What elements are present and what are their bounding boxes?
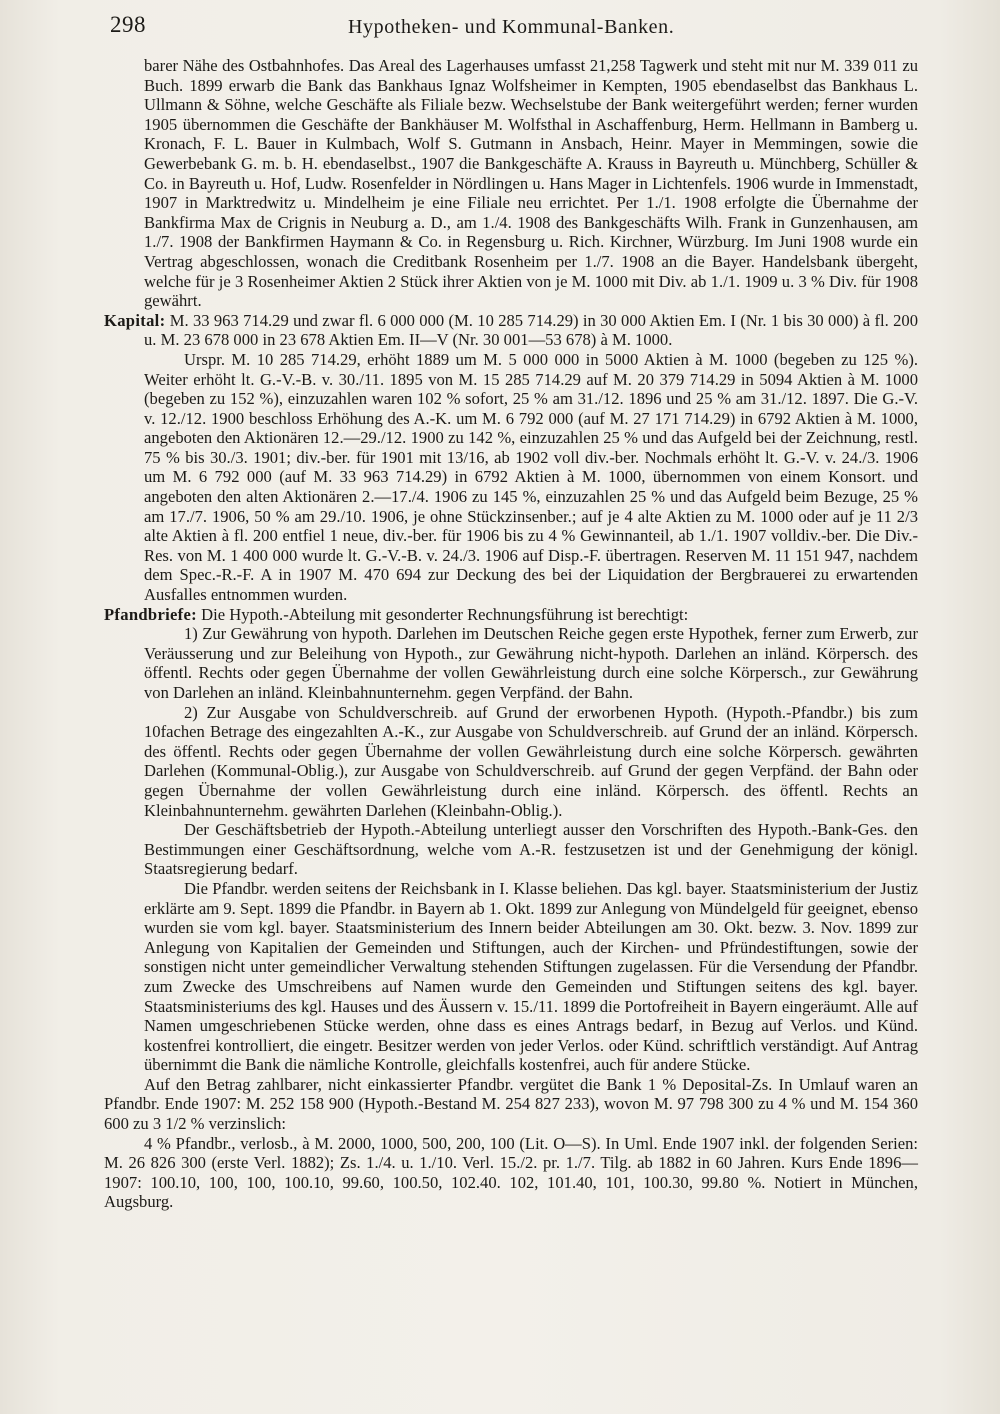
paragraph-kapital xyxy=(104,311,918,350)
paragraph-intro: barer Nähe des Ostbahnhofes. Das Areal des Lagerhauses umfasst 21,258 Tagwerk und steht mit nur M. 339 011 zu Buch. 1899 erwarb die Bank das Bankhaus Ignaz Wolfsheimer in Kempten, 1905 ebendaselbst das Bankhaus L. Ullmann & Söhne, welche Geschäfte als Filiale bezw. Wechselstube der Bank weitergeführt werden; ferner wurden 1905 übernommen die Geschäfte der Bankhäuser M. Wolfsthal in Aschaffenburg, Herm. Hellmann in Bamberg u. Kronach, F. L. Bauer in Kulmbach, Wolf S. Gutmann in Ansbach, Heinr. Mayer in Memmingen, sowie die Gewerbebank G. m. b. H. ebendaselbst., 1907 die Bankgeschäfte A. Krauss in Bayreuth u. Münchberg, Schüller & Co. in Bayreuth u. Hof, Ludw. Rosenfelder in Nördlingen u. Hans Mager in Lichtenfels. 1906 wurde in Immenstadt, 1907 in Marktredwitz u. Mindelheim je eine Filiale neu errichtet. Per 1./1. 1908 erfolgte die Übernahme der Bankfirma Max de Crignis in Neuburg a. D., am 1./4. 1908 des Bankgeschäfts Wilh. Frank in Gunzenhausen, am 1./7. 1908 der Bankfirmen Haymann & Co. in Regensburg u. Rich. Kirchner, Würzburg. Im Juni 1908 wurde ein Vertrag abgeschlossen, wonach die Creditbank Rosenheim per 1./7. 1908 an die Bayer. Handelsbank übergeht, welche für je 3 Rosenheimer Aktien 2 Stück ihrer Aktien von je M. 1000 mit Div. ab 1./1. 1909 u. 3 % Div. für 1908 gewährt. xyxy=(144,56,918,311)
paragraph-pfandbriefe-rules: Der Geschäftsbetrieb der Hypoth.-Abteilung unterliegt ausser den Vorschriften des Hypoth.-Bank-Ges. den Bestimmungen einer Geschäftsordnung, welche vom A.-R. festzusetzen ist und der Genehmigung der königl. Staatsregierung bedarf. xyxy=(144,820,918,879)
paragraph-pfandbriefe xyxy=(104,605,918,625)
paragraph-pfandbriefe-item-2: 2) Zur Ausgabe von Schuldverschreib. auf Grund der erworbenen Hypoth. (Hypoth.-Pfandbr.) bis zum 10fachen Betrage des eingezahlten A.-K., zur Ausgabe von Schuldverschreib. auf Grund der an inländ. Körpersch. des öffentl. Rechts oder gegen Übernahme der vollen Gewährleistung durch eine solche Körpersch. gewährten Darlehen (Kommunal-Oblig.), zur Ausgabe von Schuldverschreib. auf Grund der gegen Verpfänd. der Bahn oder gegen Übernahme der vollen Gewährleistung durch eine inländ. Körpersch. des öffentl. Rechts an Kleinbahnunternehm. gewährten Darlehen (Kleinbahn-Oblig.). xyxy=(144,702,918,820)
section-label-pfandbriefe: Pfandbriefe: xyxy=(104,604,198,624)
paragraph-pfandbriefe-umlauf: Auf den Betrag zahlbarer, nicht einkassierter Pfandbr. vergütet die Bank 1 % Deposital-Zs. In Umlauf waren an Pfandbr. Ende 1907: M. 252 158 900 (Hypoth.-Bestand M. 254 827 233), wovon M. 97 798 300 zu 4 % und M. 154 360 600 zu 3 1/2 % verzinslich: xyxy=(104,1074,918,1134)
page-number: 298 xyxy=(110,12,146,37)
paragraph-pfandbriefe-item-1: 1) Zur Gewährung von hypoth. Darlehen im Deutschen Reiche gegen erste Hypothek, ferner zum Erwerb, zur Veräusserung und zur Beleihung von Hypoth., zur Gewährung nicht-hypoth. Darlehen an inländ. Körpersch. des öffentl. Rechts oder gegen Übernahme der vollen Gewährleistung durch eine solche Körpersch., zur Gewährung von Darlehen an inländ. Kleinbahnunternehm. gegen Verpfänd. der Bahn. xyxy=(144,624,918,702)
paragraph-pfandbriefe-reichsbank: Die Pfandbr. werden seitens der Reichsbank in I. Klasse beliehen. Das kgl. bayer. Staatsministerium der Justiz erklärte am 9. Sept. 1899 die Pfandbr. in Bayern ab 1. Okt. 1899 zur Anlegung von Mündelgeld für geeignet, ebenso wurden sie vom kgl. bayer. Staatsministerium des Innern beider Abteilungen am 30. Okt. bezw. 3. Nov. 1899 zur Anlegung von Kapitalien der Gemeinden und Stiftungen, auch der Kirchen- und Pfründestiftungen, sowie der sonstigen nicht unter gemeindlicher Verwaltung stehenden Stiftungen zugelassen. Für die Versendung der Pfandbr. zum Zwecke des Umschreibens auf Namen wurde den Gemeinden und Stiftungen seitens des kgl. bayer. Staatsministeriums des kgl. Hauses und des Äussern v. 15./11. 1899 die Portofreiheit in Bayern eingeräumt. Alle auf Namen umgeschriebenen Stücke werden, ohne dass es eines Antrags bedarf, in Bezug auf Verlos. und Künd. kostenfrei kontrolliert, die eingetr. Besitzer werden von jeder Verlos. oder Künd. schriftlich verständigt. Auf Antrag übernimmt die Bank die nämliche Kontrolle, gleichfalls kostenfrei, auch für andere Stücke. xyxy=(144,878,918,1075)
kapital-text: M. 33 963 714.29 und zwar fl. 6 000 000 (M. 10 285 714.29) in 30 000 Aktien Em. I (Nr. 1 bis 30 000) à fl. 200 u. M. 23 678 000 in 23 678 Aktien Em. II—V (Nr. 30 001—53 678) à M. 1000. xyxy=(144,310,918,350)
section-label-kapital: Kapital: xyxy=(104,310,166,330)
paragraph-pfandbriefe-four-percent: 4 % Pfandbr., verlosb., à M. 2000, 1000, 500, 200, 100 (Lit. O—S). In Uml. Ende 1907 inkl. der folgenden Serien: M. 26 826 300 (erste Verl. 1882); Zs. 1./4. u. 1./10. Verl. 15./2. pr. 1./7. Tilg. ab 1882 in 60 Jahren. Kurs Ende 1896—1907: 100.10, 100, 100, 100.10, 99.60, 100.50, 102.40. 102, 101.40, 101, 100.30, 99.80 %. Notiert in München, Augsburg. xyxy=(104,1133,918,1212)
pfandbriefe-text: Die Hypoth.-Abteilung mit gesonderter Rechnungsführung ist berechtigt: xyxy=(197,604,689,624)
page-body xyxy=(104,56,918,1212)
running-title: Hypotheken- und Kommunal-Banken. xyxy=(348,16,675,38)
paragraph-kapital-history: Urspr. M. 10 285 714.29, erhöht 1889 um M. 5 000 000 in 5000 Aktien à M. 1000 (begeben zu 125 %). Weiter erhöht lt. G.-V.-B. v. 30./11. 1895 von M. 15 285 714.29 auf M. 20 379 714.29 in 5094 Aktien à M. 1000 (begeben zu 152 %), einzuzahlen waren 102 % sofort, 25 % am 31./12. 1896 und 25 % am 31./12. 1897. Die G.-V. v. 12./12. 1900 beschloss Erhöhung des A.-K. um M. 6 792 000 (auf M. 27 171 714.29) in 6792 Aktien à M. 1000, angeboten den Aktionären 12.—29./12. 1900 zu 142 %, einzuzahlen 25 % und das Aufgeld bei der Zeichnung, restl. 75 % bis 30./3. 1901; div.-ber. für 1901 mit 13/16, ab 1902 voll div.-ber. Nochmals erhöht lt. G.-V. v. 24./3. 1906 um M. 6 792 000 (auf M. 33 963 714.29) in 6792 Aktien à M. 1000, übernommen von einem Konsort. und angeboten den alten Aktionären 2.—17./4. 1906 zu 145 %, einzuzahlen 25 % und das Aufgeld beim Bezuge, 25 % am 17./7. 1906, 50 % am 29./10. 1906, je ohne Stückzinsenber.; auf je 4 alte Aktien zu M. 1000 oder auf je 11 2/3 alte Aktien à fl. 200 entfiel 1 neue, div.-ber. für 1906 bis zu 4 % Gewinnanteil, ab 1./1. 1907 volldiv.-ber. Die Div.-Res. von M. 1 400 000 wurde lt. G.-V.-B. v. 24./3. 1906 auf Disp.-F. übertragen. Reserven M. 11 151 947, nachdem dem Spec.-R.-F. A in 1907 M. 470 694 zur Deckung des bei der Liquidation der Bergbrauerei zu erwartenden Ausfalles entnommen wurden. xyxy=(144,349,918,605)
